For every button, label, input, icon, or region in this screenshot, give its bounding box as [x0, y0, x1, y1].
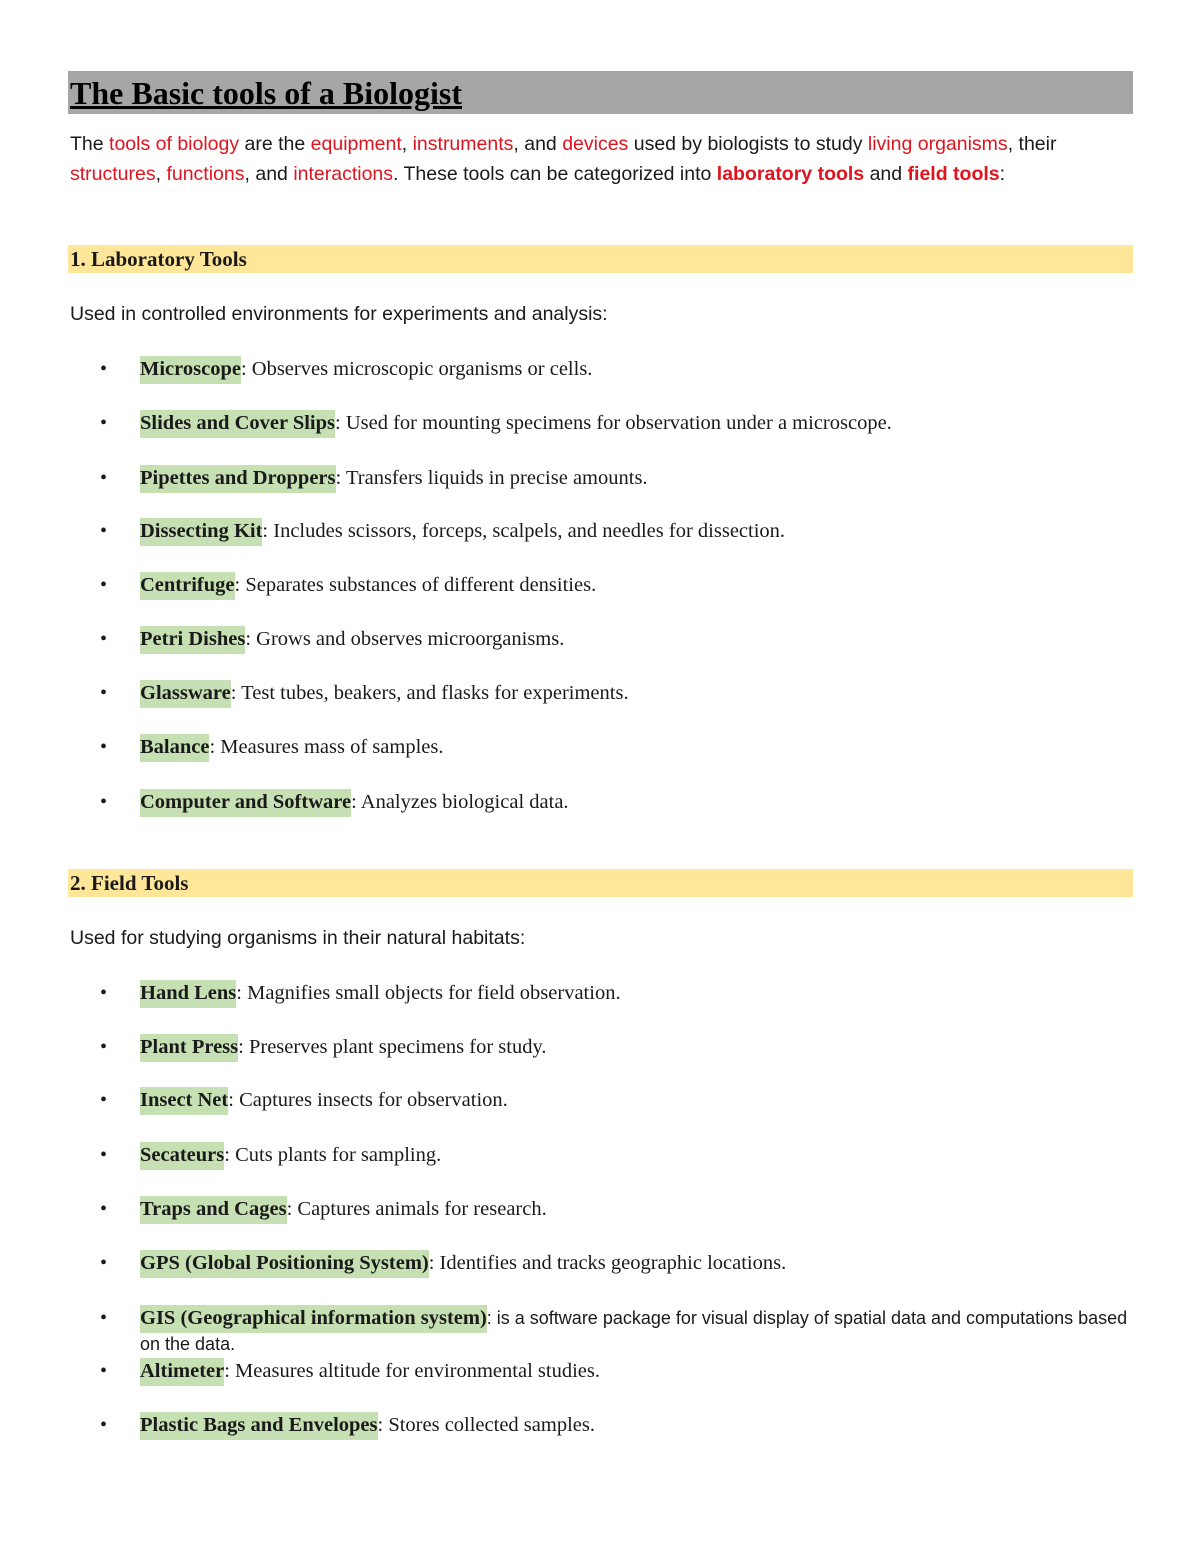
intro-text: used by biologists to study: [628, 133, 868, 155]
section-heading-text: 2. Field Tools: [70, 871, 189, 895]
intro-text: ,: [401, 133, 413, 155]
intro-bold-highlight: field tools: [907, 162, 1000, 185]
bullet-icon: •: [100, 1414, 108, 1436]
tool-desc: : Separates substances of different densities.: [234, 574, 597, 596]
bullet-icon: •: [100, 736, 108, 758]
tool-term: Computer and Software: [140, 789, 351, 817]
page-title: The Basic tools of a Biologist: [70, 75, 463, 111]
title-bar: [68, 71, 1133, 114]
bullet-icon: •: [100, 1360, 108, 1382]
tool-desc: : Captures animals for research.: [286, 1198, 547, 1220]
section-lead-laboratory: Used in controlled environments for experiments and analysis:: [70, 303, 608, 325]
tool-desc: : Cuts plants for sampling.: [224, 1144, 442, 1166]
section-lead-field: Used for studying organisms in their natural habitats:: [70, 927, 526, 949]
tool-desc: : Transfers liquids in precise amounts.: [335, 467, 648, 489]
intro-highlight: tools of biology: [109, 133, 240, 155]
intro-highlight: functions: [166, 162, 245, 185]
section-heading-laboratory: [68, 245, 1133, 273]
tool-term: Plant Press: [140, 1034, 238, 1062]
tool-term: Centrifuge: [140, 572, 235, 600]
tool-term: Dissecting Kit: [140, 518, 262, 546]
intro-highlight: devices: [562, 133, 629, 155]
section-heading-text: 1. Laboratory Tools: [70, 247, 247, 271]
intro-text: . These tools can be categorized into: [393, 162, 717, 185]
intro-paragraph: [70, 130, 1132, 189]
bullet-icon: •: [100, 574, 108, 596]
bullet-icon: •: [100, 982, 108, 1004]
bullet-icon: •: [100, 1252, 108, 1274]
intro-highlight: structures: [70, 162, 156, 185]
tool-term: Secateurs: [140, 1142, 224, 1170]
bullet-icon: •: [100, 358, 108, 380]
tool-desc: : Grows and observes microorganisms.: [245, 628, 565, 650]
bullet-icon: •: [100, 1036, 108, 1058]
tool-term: Hand Lens: [140, 980, 236, 1008]
tool-term: Plastic Bags and Envelopes: [140, 1412, 378, 1440]
bullet-icon: •: [100, 520, 108, 542]
tool-term: Insect Net: [140, 1087, 228, 1115]
tool-term: Microscope: [140, 356, 241, 384]
tool-desc: : Captures insects for observation.: [228, 1089, 508, 1111]
tool-term: Slides and Cover Slips: [140, 410, 335, 438]
tool-term: Balance: [140, 734, 209, 762]
tool-term: GIS (Geographical information system): [140, 1305, 487, 1333]
bullet-icon: •: [100, 1089, 108, 1111]
tool-desc: : Includes scissors, forceps, scalpels, and needles for dissection.: [262, 520, 786, 542]
tool-desc: : Test tubes, beakers, and flasks for experiments.: [230, 682, 629, 704]
tool-desc: : Observes microscopic organisms or cells.: [240, 358, 593, 380]
tool-desc: : is a software package for visual display of spatial data and computations based on the data.: [140, 1308, 1128, 1354]
tool-desc: : Identifies and tracks geographic locations.: [428, 1252, 787, 1274]
bullet-icon: •: [100, 628, 108, 650]
intro-text: The: [70, 133, 110, 155]
bullet-icon: •: [100, 1198, 108, 1220]
intro-text: , and: [513, 133, 563, 155]
tool-desc: : Measures mass of samples.: [209, 736, 444, 758]
tool-desc: : Magnifies small objects for field observation.: [236, 982, 621, 1004]
bullet-icon: •: [100, 682, 108, 704]
intro-bold-highlight: laboratory tools: [716, 162, 865, 185]
tool-desc: : Preserves plant specimens for study.: [238, 1036, 547, 1058]
intro-text: , and: [244, 162, 294, 185]
tool-desc: : Stores collected samples.: [377, 1414, 595, 1436]
tool-term: Pipettes and Droppers: [140, 465, 336, 493]
tool-term: Traps and Cages: [140, 1196, 287, 1224]
intro-text: ,: [155, 162, 167, 185]
intro-highlight: instruments: [412, 133, 514, 155]
intro-highlight: living organisms: [867, 133, 1008, 155]
bullet-icon: •: [100, 791, 108, 813]
intro-text: are the: [239, 133, 311, 155]
tool-desc: : Analyzes biological data.: [351, 791, 569, 813]
bullet-icon: •: [100, 1307, 108, 1329]
tool-term: Altimeter: [140, 1358, 224, 1386]
bullet-icon: •: [100, 1144, 108, 1166]
intro-highlight: equipment: [310, 133, 402, 155]
tool-term: Glassware: [140, 680, 231, 708]
tool-term: Petri Dishes: [140, 626, 245, 654]
intro-text: , their: [1007, 133, 1057, 155]
intro-text: :: [999, 162, 1006, 185]
intro-text: and: [864, 162, 908, 185]
tool-term: GPS (Global Positioning System): [140, 1250, 429, 1278]
intro-highlight: interactions: [293, 162, 394, 185]
tool-desc: : Measures altitude for environmental studies.: [224, 1360, 600, 1382]
tool-desc: : Used for mounting specimens for observation under a microscope.: [335, 412, 892, 434]
section-heading-field: [68, 869, 1133, 897]
bullet-icon: •: [100, 467, 108, 489]
bullet-icon: •: [100, 412, 108, 434]
